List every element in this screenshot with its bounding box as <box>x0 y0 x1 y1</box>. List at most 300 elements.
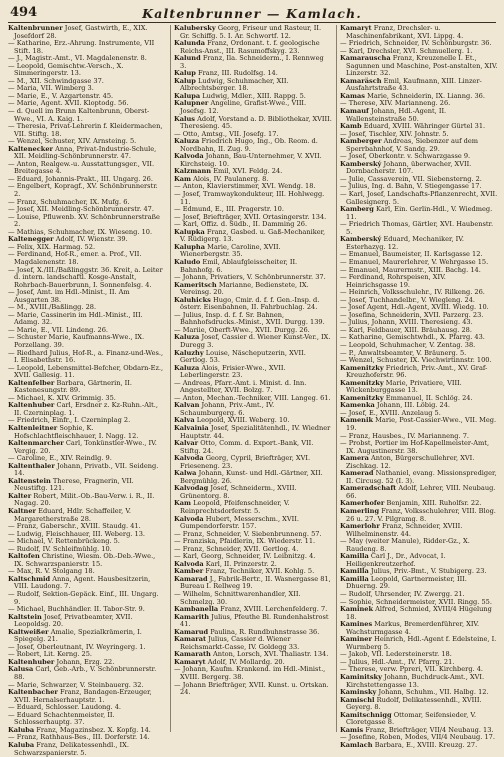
directory-entry <box>8 689 166 704</box>
entry-details: Karl, Ein. Gerlin-Hdl., V. Wiedmeg. 11. <box>346 205 493 221</box>
entry-details: — Katharine, Erz.-Ahrung. Instrumente, VII Stift. 18. <box>8 39 155 55</box>
entry-surname: Kamas <box>340 91 365 100</box>
directory-entry <box>8 614 166 629</box>
directory-entry <box>174 55 332 70</box>
directory-entry <box>340 674 498 689</box>
entry-details: — Julius, Hdl.-Amt., IV. Pfarrg. 21. <box>340 657 455 666</box>
entry-details: Barbara, E., XVIII. Kreuzg. 27. <box>374 740 478 749</box>
entry-details: Franz, Volksschulehrer, VIII. Blog. 26 u. 27. V. Pilgramg. 8. <box>346 507 496 523</box>
entry-details: — Eduard, Johannis-Prakt., III. Ungarg. 26. <box>8 174 153 183</box>
entry-details: — Josef, Tuchhandelbr., V. Wiegleng. 24. <box>340 295 476 304</box>
entry-details: Carl J., Dr., Advocat, I. Heiligenkreutzerhof. <box>346 552 446 568</box>
entry-details: — P., Anwaltsbeamter, V. Bräunerg. 5. <box>340 348 467 357</box>
directory-entry <box>340 576 498 591</box>
entry-details: — Emanuel, Baumeister, II. Karlsgasse 12. <box>340 250 483 259</box>
entry-details: Franz, III. Rudolfsg. 14. <box>198 69 278 78</box>
directory-entry <box>8 251 166 266</box>
entry-surname: Kaluza <box>174 137 200 146</box>
entry-details: Emil, XVI. Feldg. 24. <box>213 167 283 176</box>
entry-surname: Kaltenmarcher <box>8 439 64 448</box>
entry-details: — Mariie, Oberft-Wwe., XVII. Durgg. 26. <box>174 325 310 334</box>
entry-surname: Kalvainia <box>174 423 209 432</box>
entry-details: — Otto, Amtsg., VII. Josefg. 17. <box>174 129 279 138</box>
directory-entry <box>340 470 498 485</box>
entry-details: Franz, Kreuzenelle I. Et., Sagunnen und Maschine, Post-anstalten, XIV. Linzerstr. 32. <box>346 54 498 78</box>
entry-details: — Felix, XIX. Harmag. 52. <box>8 242 96 251</box>
entry-details: — Karl, Georg, Schneider, IV. Leibnitzg. 4. <box>174 552 316 561</box>
entry-surname: Kalvoda <box>174 152 204 161</box>
directory-entry <box>174 402 332 417</box>
entry-details: — Anton, Mechan.-Techniker, VIII. Langeg. 61. <box>174 393 331 402</box>
directory-entry <box>8 463 166 478</box>
entry-details: — Michael, V. Rettenbrückeng. 5. <box>8 537 120 546</box>
entry-details: Franz, Ila. Schneiderm., I. Rennweg 3. <box>180 54 324 70</box>
entry-surname: Kamera <box>340 454 369 463</box>
entry-details: Alois, Frisier-Wwe., XVII. Leberlingerstr. 23. <box>180 363 286 380</box>
entry-details: — Max, R. V. Stolgang 18. <box>8 567 95 576</box>
entry-surname: Kamaräsch <box>340 76 382 85</box>
entry-details: — Josef, Tischler, XIV. Johnstr. 5. <box>340 129 449 138</box>
entry-details: — Josef, Briefträger, XVII. Ortasingerstr. 134. <box>174 212 327 221</box>
entry-details: — Anton, Klavierstimmer, XVI. Wendg. 18. <box>174 182 316 191</box>
entry-surname: Kamenik <box>340 416 374 425</box>
entry-surname: Kamitschnigg <box>340 710 392 719</box>
entry-details: — Josefine, Roben, Modes, VII/4 Neubaug. 17. <box>340 733 495 742</box>
entry-details: — Julius, Johann, XVIII. Theresieng. 43. <box>340 318 473 327</box>
entry-details: — Maria, VII. Wimberg 3. <box>8 84 94 93</box>
entry-details: — Julius, Insp. d. f. f. Sr. Bahnen, Bahnhofsdrucks.-Minist., XVII. Durgg. 139. <box>174 310 325 327</box>
entry-details: — Wenzel, Schuster, XIV. Arnsteing. 5. <box>8 137 137 146</box>
directory-entry <box>340 78 498 93</box>
entry-details: Marie, Schneiderin, IX. Lianng. 36. <box>367 91 485 100</box>
directory-entry <box>340 417 498 432</box>
entry-details: Rudolf, Delikatessenhdl., XVIII. Geyerg. 8. <box>346 695 482 712</box>
directory-entry <box>340 508 498 523</box>
directory-entry <box>8 402 166 417</box>
entry-details: — Leopold, Schuhmacher, V. Zentag. 38. <box>340 340 476 349</box>
page-number: 494 <box>10 5 38 20</box>
entry-surname: Kalvan <box>174 401 200 410</box>
entry-details: — Josef, E., XVIII. Anzelaug 5. <box>340 408 441 417</box>
entry-surname: Kamenka <box>340 401 375 410</box>
directory-entry <box>340 108 498 123</box>
directory-entry <box>340 236 498 251</box>
entry-details: — Franziska, Pfaidlerin, IX. Wiederstr. 11. <box>174 537 316 546</box>
entry-details: Johann, Bau-Unternehmer, V. XVII. Kirchsteig. 10. <box>180 152 322 168</box>
entry-surname: Kalvodag <box>174 484 209 493</box>
directory-entry <box>8 380 166 395</box>
directory-entry <box>174 282 332 297</box>
directory-entry <box>8 123 166 138</box>
entry-details: Adolf, IV. Wienstr. 39. <box>55 235 128 244</box>
directory-entry <box>340 440 498 455</box>
entry-details: Marianne, Bedienstete, IX. Vereinsg. 20. <box>180 280 309 297</box>
entry-surname: Kamaryt <box>340 24 372 32</box>
entry-surname: Kaminer <box>340 635 372 644</box>
page-header <box>8 4 496 23</box>
entry-surname: Kamberg <box>340 205 374 214</box>
entry-surname: Kaminsky <box>340 688 377 697</box>
entry-details: Eduard, XVIII. Währinger Gürtel 31. <box>363 122 486 131</box>
entry-details: Benjamin, XIII. Ruholfsr. 22. <box>386 499 482 508</box>
entry-details: — Josef, Tramwaykondukteur, III. Hohlwegg. 11. <box>174 190 325 206</box>
entry-surname: Kamis <box>340 725 364 734</box>
directory-entry <box>174 425 332 440</box>
directory-entry <box>174 153 332 168</box>
entry-surname: Kalupner <box>174 99 209 108</box>
directory-entry <box>340 621 498 636</box>
entry-details: Josef, Gastwirth, E., XIX. Josefdorf 28. <box>14 24 148 40</box>
directory-entry <box>174 229 332 244</box>
entry-details: — Eduard, Schlosser. Laudong. 4. <box>8 703 121 712</box>
entry-surname: Kalupha <box>174 242 205 251</box>
directory-entry <box>174 500 332 515</box>
entry-surname: Kamerlohr <box>340 522 380 531</box>
entry-details: Johann, überwacher, XVII. Dornbacherstr. 107. <box>346 159 472 176</box>
entry-surname: Kaluza <box>174 363 200 372</box>
entry-details: Leopold, Pfeifenschneider, V. Reinprechtsdorferstr. 5. <box>180 499 290 515</box>
entry-details: — Josef, XII. Meidling-Schönbrunnerstr. 47. <box>8 205 154 214</box>
entry-surname: Kaltofen <box>8 552 40 561</box>
entry-details: Carl, Ersdner z. Kz-Ruhn.-Alt., II. Czerninplag. 1. <box>14 401 158 417</box>
entry-details: — Edmund, E., III. Pragerstr. 10. <box>174 205 284 214</box>
entry-details: Franz, Delikatessenhdl., IX. Schwarzspanierstr. 5. <box>14 740 129 757</box>
entry-surname: Kaluhicks <box>174 295 211 304</box>
entry-details: — Josefina, Schneiderin, XVII. Parzerg. 23. <box>340 310 484 319</box>
entry-surname: Kaltenbacher <box>8 688 58 697</box>
directory-entry <box>340 365 498 380</box>
entry-details: — Rudolf, Uhrsender, IV. Zwergg. 21. <box>340 590 465 599</box>
directory-entry <box>174 297 332 312</box>
entry-surname: Kalusa <box>8 665 34 674</box>
entry-surname: Kaltenfelber <box>8 378 55 387</box>
entry-details: Johann, Erzg. 22. <box>56 657 115 666</box>
entry-details: — Heinrich, Volksschulehr., IV. Rilkeng. 26. <box>340 288 485 297</box>
entry-details: Josef, Privatbeamter, XVII. Leopoldsg. 20. <box>14 612 133 629</box>
entry-details: Josef, Schneiderm., XVIII. Grünentorg. 8. <box>180 484 297 500</box>
directory-entry <box>340 606 498 621</box>
entry-details: Franz, Drechsler- u. Maschinenfabrikant, XVI. Lippg. 4. <box>346 24 464 40</box>
entry-details: — Franz, Schneider, XVII. Gertlog. 4. <box>174 544 299 553</box>
entry-surname: Kaludo <box>174 257 201 266</box>
directory-entry <box>8 350 166 365</box>
entry-details: — Therese, verw. Ppreri, VII. Kirchberg. 4. <box>340 665 484 674</box>
entry-details: — Mathias, Schuhmacher, IX. Wieseng. 10. <box>8 227 153 236</box>
entry-details: Barbara, Gärtnerin, II. Kastenesungstr. 89. <box>14 378 132 395</box>
entry-details: — Johann, Privatiers, V. Schönbrunnerstr. 37. <box>174 273 326 282</box>
entry-details: — Rudolf, Sektion-Gepäck. Einf., III. Ungarg. 9. <box>8 590 159 606</box>
entry-details: Adolf, Vorstand a. D. Bibliothekar, XVIII. Theresieng. 45. <box>180 114 332 131</box>
entry-details: Franz, Ordonant. t. f. geologische Reichs-Anst., III. Rasumoffskyg. 23. <box>180 39 320 55</box>
entry-details: Johann, III. Löbig. 24. <box>376 401 450 410</box>
directory-entry <box>8 478 166 493</box>
entry-surname: Kam <box>174 499 191 508</box>
entry-surname: Kamber <box>174 567 204 576</box>
entry-details: Josef, Spezialitätenhdl., IV. Wiedner Hauptstr. 44. <box>180 423 331 440</box>
entry-details: Heinrich, Hdl.-Agent f. Edelsteine, I. Wurmberg 5. <box>346 635 497 651</box>
entry-surname: Kaluba <box>8 725 35 734</box>
directory-entry <box>8 334 166 349</box>
entry-surname: Kamlach <box>340 740 373 749</box>
entry-surname: Kamerhofer <box>340 499 385 508</box>
entry-details: — Riedhard Julius, Hof-R., a. Finanz-und-Wes., I. Elisabethstr. 16. <box>8 348 164 365</box>
entry-details: Emil, Ablaufgleisscheiter, II. Bahnhofg. 6. <box>180 257 298 274</box>
running-title: Kaltenbrunner — Kamlach. <box>142 5 362 21</box>
entry-details: — May (weiter Manule), Ridder-Gz., X. Raudeng. 8. <box>340 537 470 553</box>
entry-surname: Kaltenhuber <box>8 657 55 666</box>
directory-entry <box>340 523 498 538</box>
directory-entry <box>174 440 332 455</box>
entry-surname: Kaluzhy <box>174 348 204 357</box>
entry-surname: Kaltschmid <box>8 574 51 583</box>
directory-entry <box>174 244 332 259</box>
entry-details: Johann, Privatb., VII. Seideng. 14. <box>14 461 159 478</box>
column-left <box>8 24 166 757</box>
entry-surname: Kalwa <box>174 469 197 478</box>
entry-surname: Kamarauscha <box>340 54 391 63</box>
directory-entry <box>8 40 166 55</box>
entry-columns <box>8 24 498 757</box>
entry-details: Andreas, Siebenzer auf dem Sperrbahnhof, V. Sandg. 29. <box>346 137 479 153</box>
directory-entry <box>174 334 332 349</box>
entry-details: — Probst, Portier im Hof-Kapellmeister-Amt, IX. Augustinerstr. 38. <box>340 439 490 455</box>
entry-details: Johann, Buchdruck-Amt., XVI. Kirchstettengasse 13. <box>346 673 485 689</box>
entry-details: Marie, Post-Cassier-Wwe., VII. Meg. 19. <box>346 416 497 432</box>
entry-details: — Johann, Kaufm. Krankend. im Hdl.-Minist., XVIII. Bergerg. 38. <box>174 665 326 682</box>
entry-details: — Ludwig, Fleischhauer, III. Weberg. 13. <box>8 529 145 538</box>
entry-details: Franz, Gasbed. u. Gaß-Mechaniker, V. Rüdigerg. 13. <box>180 227 326 244</box>
entry-details: — Karl, Drechsler, XVI. Schmuellerg. 1. <box>340 46 473 55</box>
directory-entry <box>8 553 166 568</box>
entry-details: — Franz, Schuhmacher, IX. Mufg. 6. <box>8 197 130 206</box>
entry-details: — Ferdinand, Hof-R., emer. a. Prof., VII. Magdalenenstr. 18. <box>8 250 142 266</box>
directory-entry <box>8 742 166 757</box>
entry-surname: Kalup <box>174 76 196 85</box>
entry-surname: Kamischl <box>340 695 375 704</box>
entry-surname: Kalvar <box>174 439 199 448</box>
entry-details: — Josef Agent, Hdl.-Agent, XVIII. Wiedg. 10. <box>340 303 489 312</box>
entry-details: — Marie, E., VII. Lindeng. 26. <box>8 325 108 334</box>
entry-details: Anton, Bürgerschullehrer, XVI. Zischkag. 12. <box>346 454 475 470</box>
entry-details: — Theresia, Privat-Lehrerin f. Kleidermachen, VII. Stiftg. 18. <box>8 122 163 138</box>
entry-details: — Eduard Schachtenmeister, II. Schlosserhauptg. 37. <box>8 710 115 727</box>
entry-details: — Josef, Oberleutnant, IV. Weyringerg. 1. <box>8 642 146 651</box>
directory-entry <box>174 259 332 274</box>
entry-surname: Kamberský <box>340 159 382 168</box>
entry-details: Therese, Fragnerin, VII. Neustiftg. 121. <box>14 476 134 493</box>
entry-details: — Andreas, Pfarr.-Amt. i. Minist. d. Inn. Angestellter, XVII. Bolzg. 7. <box>174 378 307 395</box>
entry-details: — Wilhelm, Schnittwarenhandler, XII. Schmelzg. 30. <box>174 590 301 606</box>
entry-surname: Kamilla <box>340 574 369 583</box>
directory-entry <box>340 455 498 470</box>
entry-surname: Kaltenleitner <box>8 423 58 432</box>
directory-entry <box>8 576 166 591</box>
entry-surname: Kaltenthaler <box>8 461 55 470</box>
entry-details: — Leopold, Lebensmittel-Befcher, Obdarn-Ez., XVII. Gallesig. 11. <box>8 363 164 380</box>
entry-details: Carl, Tonkünstler-Wwe., IV. Vergig. 20. <box>14 439 157 455</box>
directory-entry <box>174 614 332 629</box>
entry-details: Anton, Lorsch, XVI. Thaliastr. 134. <box>212 650 329 659</box>
directory-entry <box>8 146 166 161</box>
entry-surname: Kamberský <box>340 235 382 244</box>
entry-details: Franz, Bandagen-Erzeuger, XVII. Hernalserhauptstr. 1. <box>14 688 152 704</box>
entry-details: — M., XII. Schwindgasse 37. <box>8 76 104 85</box>
directory-entry <box>174 516 332 531</box>
entry-details: — Ferdinand, Rohrspeisen, XIV. Heinrichsgasse 19. <box>340 273 446 289</box>
entry-details: — Schuster Marie, Kaufmanns-Wwe., IX. Porzellang. 39. <box>8 333 145 349</box>
directory-entry <box>340 553 498 568</box>
entry-surname: Kamerling <box>340 507 380 515</box>
directory-entry <box>174 350 332 365</box>
entry-surname: Kaltweißer <box>8 627 49 636</box>
entry-details: Josef, Cassier d. Wiener Kunst-Ver., IX. Duregg 3. <box>180 333 331 349</box>
entry-details: Eduard, Mechaniker, IV. Esterhazyg. 12. <box>346 235 464 251</box>
entry-details: Marie, Caroline, XVII. Wienerbergstr. 35. <box>180 242 281 259</box>
entry-surname: Kalupa <box>174 91 201 100</box>
directory-entry <box>340 161 498 176</box>
entry-surname: Kameradschaft <box>340 484 397 493</box>
entry-surname: Kaminitsky <box>340 673 382 682</box>
entry-surname: Kaltenstein <box>8 476 51 485</box>
directory-entry <box>8 267 166 290</box>
directory-entry <box>8 493 166 508</box>
entry-details: — Franz, Schneider, V. Siebenbrunneng. 57. <box>174 529 322 538</box>
entry-details: Marie, Privatiere, VIII. Wickenburggasse 13. <box>346 378 462 395</box>
entry-details: Christine, Wiesm. Ob.-Deb.-Wwe., IX. Schwarzspanierstr. 15. <box>14 552 156 568</box>
directory-entry <box>340 380 498 395</box>
directory-entry <box>174 116 332 131</box>
directory-entry <box>8 591 166 606</box>
directory-entry <box>8 214 166 229</box>
directory-entry <box>340 191 498 206</box>
entry-surname: Kaluza <box>174 333 200 342</box>
entry-details: Carl, Geb.-Arb., V. Schönbrunnerstr. 88. <box>14 665 157 682</box>
entry-surname: Kalvoda <box>174 454 204 463</box>
directory-entry <box>174 40 332 55</box>
entry-surname: Kamarad <box>174 574 208 583</box>
directory-entry <box>340 221 498 236</box>
entry-details: Louise, Näscheputzerin, XVII. Gertlog. 53. <box>180 348 306 365</box>
entry-details: — Katharine, Gemischtwhdl., X. Pfarrg. 43. <box>340 333 485 342</box>
directory-entry <box>8 712 166 727</box>
directory-entry <box>8 440 166 455</box>
entry-details: — Marie, Cassinerin im Hdl.-Minist., III. Adamg. 32. <box>8 310 143 327</box>
entry-details: Paulina, R. Rundbuhnstrasse 36. <box>210 627 320 636</box>
entry-details: — Friedrich, Einfr., I. Czerninplag 2. <box>8 416 131 425</box>
directory-entry <box>174 25 332 40</box>
directory-entry <box>8 508 166 523</box>
entry-details: Alfred, Schmied, XVIII/4 Hügelung 18. <box>346 605 492 621</box>
entry-surname: Kalubersky <box>174 24 216 32</box>
directory-entry <box>8 312 166 327</box>
directory-entry <box>8 63 166 78</box>
entry-details: Anna, Privat-Industrie-Schule, XII. Meidling-Schönbrunnerstr. 47. <box>14 144 157 161</box>
entry-details: Otto, Comm. d. Export.-Bank, VII. Stiftg. 24. <box>180 439 314 455</box>
entry-details: Johann, Hdl.-Agent, II. Wallensteinstraße 50. <box>346 107 447 123</box>
entry-surname: Kam <box>174 174 191 183</box>
entry-details: Georg, Friseur und Rasteur, II. Gr. Schiffg. 5. I. Ar. Schwortf. 12. <box>180 24 322 40</box>
entry-details: Hugo, Cmir. d. f. f. Gen.-Insp. d. österr. Eisenbahnen, II. Fahrbuchlag. 24. <box>180 295 320 312</box>
entry-surname: Kamarath <box>174 650 211 659</box>
directory-entry <box>174 485 332 500</box>
entry-surname: Kaluba <box>8 740 35 749</box>
entry-surname: Kaltner <box>8 507 37 515</box>
directory-entry <box>174 365 332 380</box>
entry-surname: Kamarith <box>174 612 210 621</box>
entry-details: Friedrich Hugo, Ing., Ob. Reom. d. Nordbahn, II. Zug. 9. <box>180 137 318 153</box>
entry-surname: Kamaryt <box>174 657 206 666</box>
directory-entry <box>340 206 498 221</box>
entry-details: — Friedrich Thomas, Gärtler, XVI. Haubenstr. 5. <box>340 220 494 236</box>
entry-details: — Emanuel, Maurermstr., XIII. Bachg. 14. <box>340 265 481 274</box>
entry-details: — Karl, Offiz. d. Südb., II. Damming 26. <box>174 220 308 229</box>
entry-details: Adolf, Lehrer, VIII. Neubaug. 66. <box>346 484 496 500</box>
directory-entry <box>174 138 332 153</box>
entry-details: Ludwig, Schuhmacher, XII. Albrechtsberger. 18. <box>180 76 289 93</box>
entry-details: — Leopold, Gemischtw.-Versch., X. Simmeringerstr. 13. <box>8 61 124 78</box>
entry-details: — Julie, Cassaverein, VII. Siebensterng. 2. <box>340 174 482 183</box>
entry-details: Julius, Cassier d. Wiener Reichsmarkt-Casse, IV. Goldegg 33. <box>180 635 300 651</box>
entry-surname: Kamilla <box>340 552 369 561</box>
entry-details: Emil, Kaufmann, XIII. Linzer-Ausfahrtstraße 43. <box>346 76 482 93</box>
entry-details: — Engelbert, Kopragf., XV. Schönbrunnerstr. 2. <box>8 182 158 199</box>
entry-details: — Louise, Pfluwenb. XV. Schönbrunnerstraße 2. <box>8 212 160 229</box>
entry-details: Ottomar, Seifensieder, V. Cloretgasse 8. <box>346 710 477 727</box>
entry-details: Nathaniel, evang. Missionsprediger, II. Circusg. 52 (I. 3). <box>346 469 497 485</box>
entry-details: — Emanuel, Maurerlehrer, V. Wehrgasse 15. <box>340 257 489 266</box>
entry-details: — M., XVIII./Baßlingg. 28. <box>8 303 97 312</box>
entry-surname: Kamines <box>340 620 373 629</box>
entry-details: — Anton, Realgew.-u. Ausstattungsger., VII. Breitegasse 4. <box>8 159 155 176</box>
directory-entry <box>174 591 332 606</box>
entry-details: — Friedrich, Schneider, IV. Schönburgstr. 36. <box>340 39 492 48</box>
entry-details: Alois, IV. Paulanerg. 8. <box>193 174 269 183</box>
entry-surname: Kamenitzky <box>340 393 384 402</box>
entry-details: — Michael, Buchhändler. II. Tabor-Str. 9. <box>8 605 145 614</box>
entry-details: Markus, Bremerdenführer, XIV. Wachsturmgasse 4. <box>346 620 480 636</box>
entry-details: — Franz, Gaberschr., XVIII. Staudg. 41. <box>8 522 141 531</box>
entry-details: Franz, Briefträger, VII/4 Neubaug. 13. <box>365 725 494 734</box>
directory-entry <box>340 697 498 712</box>
entry-details: — Therese, XIV. Marianneng. 26. <box>340 99 451 108</box>
directory-entry <box>8 365 166 380</box>
entry-details: Emmanuel, II. Schlög. 24. <box>385 393 473 402</box>
entry-details: Ludwig, Mdler., XIII. Rappg. 5. <box>202 91 306 100</box>
entry-surname: Kalvoda <box>174 559 204 568</box>
directory-entry <box>340 485 498 500</box>
entry-details: Amalie, Spezialkrämerin, I. Spiegelg. 21. <box>14 627 142 644</box>
directory-entry <box>340 274 498 289</box>
entry-details: — J., Magistr.-Amt., VI. Magdalenenstr. 8. <box>8 54 147 63</box>
directory-entry <box>174 78 332 93</box>
directory-entry <box>8 161 166 176</box>
column-middle <box>170 25 332 732</box>
entry-details: — Jakob, VII. Ledersteinerstr. 18. <box>340 650 452 659</box>
entry-surname: Kaminek <box>340 605 374 614</box>
directory-entry <box>8 629 166 644</box>
entry-surname: Kamenitzky <box>340 363 384 372</box>
entry-details: Johann, Priv.-Amt., IV. Schaumburgerg. 6. <box>180 401 275 417</box>
entry-surname: Kaltenegger <box>8 235 54 244</box>
entry-details: — Marie, E., V. Azgartenstr. 45. <box>8 91 114 100</box>
directory-entry <box>174 576 332 591</box>
directory-entry <box>340 742 498 750</box>
directory-entry <box>174 470 332 485</box>
entry-details: Karl, II. Prinzerstr. 2. <box>205 559 277 568</box>
entry-details: Hubert, Messerschm., XVII. Gumpendorferstr. 157. <box>180 514 299 531</box>
directory-entry <box>8 25 166 40</box>
entry-details: Julius, Pfeuthe Bl. Rundenhalstrost 41. <box>180 612 329 629</box>
